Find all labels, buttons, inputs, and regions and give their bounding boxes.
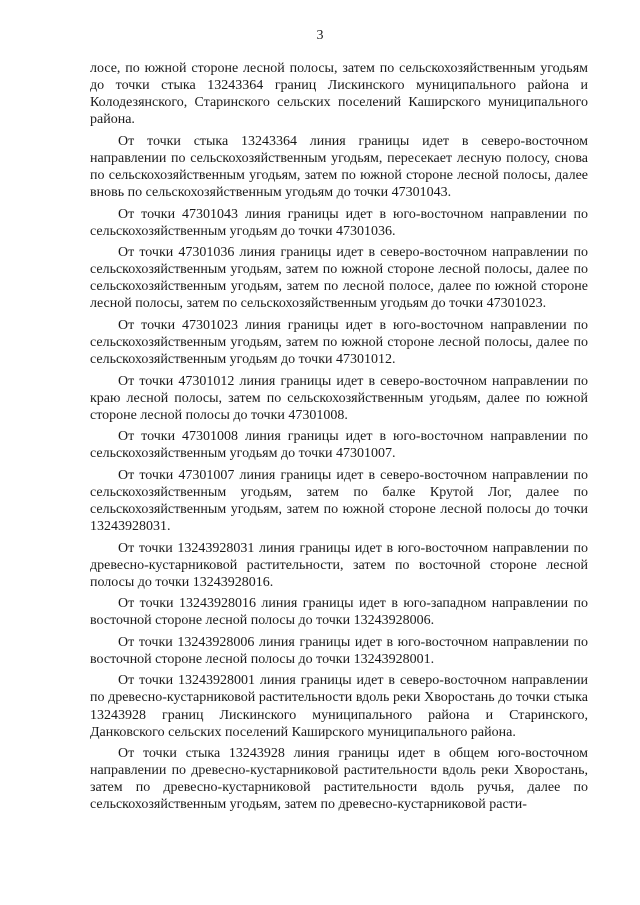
paragraph: От точки 47301043 линия границы идет в юго-восточном направлении по сельскохозяйственным угодьям до точки 47301036. bbox=[90, 206, 588, 239]
paragraph: От точки 47301012 линия границы идет в северо-восточном направлении по краю лесной полосы, затем по сельскохозяйственным угодьям, далее по южной стороне лесной полосы до точки 47301008. bbox=[90, 373, 588, 423]
paragraph: От точки 13243928031 линия границы идет в юго-восточном направлении по древесно-кустарниковой растительности, затем по восточной стороне лесной полосы до точки 13243928016. bbox=[90, 540, 588, 590]
paragraph: От точки 47301036 линия границы идет в северо-восточном направлении по сельскохозяйственным угодьям, затем по южной стороне лесной полосы, далее по сельскохозяйственным угодьям, затем по лесной полосе, далее по южной стороне лесной полосы, затем по сельскохозяйственным угодьям до точки 47301023. bbox=[90, 245, 588, 312]
paragraph: От точки 13243928016 линия границы идет в юго-западном направлении по восточной стороне лесной полосы до точки 13243928006. bbox=[90, 596, 588, 629]
document-body bbox=[90, 60, 588, 818]
paragraph: От точки 47301008 линия границы идет в юго-восточном направлении по сельскохозяйственным угодьям до точки 47301007. bbox=[90, 429, 588, 462]
paragraph: лосе, по южной стороне лесной полосы, затем по сельскохозяйственным угодьям до точки стыка 13243364 границ Лискинского муниципального района и Колодезянского, Старинского сельских поселений Каширского муниципального района. bbox=[90, 61, 588, 128]
paragraph: От точки 47301023 линия границы идет в юго-восточном направлении по сельскохозяйственным угодьям, затем по южной стороне лесной полосы, далее по сельскохозяйственным угодьям до точки 47301012. bbox=[90, 317, 588, 368]
paragraph: От точки 47301007 линия границы идет в северо-восточном направлении по сельскохозяйственным угодьям, затем по балке Крутой Лог, далее по сельскохозяйственным угодьям, затем по южной стороне лесной полосы до точки 13243928031. bbox=[90, 467, 588, 535]
paragraph: От точки стыка 13243364 линия границы идет в северо-восточном направлении по сельскохозяйственным угодьям, пересекает лесную полосу, снова по сельскохозяйственным угодьям, затем по южной стороне лесной полосы, далее вновь по сельскохозяйственным угодьям до точки 47301043. bbox=[90, 133, 588, 201]
paragraph: От точки стыка 13243928 линия границы идет в общем юго-восточном направлении по древесно-кустарниковой растительности вдоль реки Хворостань, затем по древесно-кустарниковой растительности вдоль ручья, далее по сельскохозяйственным угодьям, затем по древесно-кустарниковой расти- bbox=[90, 746, 588, 813]
paragraph: От точки 13243928001 линия границы идет в северо-восточном направлении по древесно-кустарниковой растительности вдоль реки Хворостань до точки стыка 13243928 границ Лискинского муниципального района и Старинского, Данковского сельских поселений Каширского муниципального района. bbox=[90, 673, 588, 740]
page-number: 3 bbox=[316, 28, 324, 43]
paragraph: От точки 13243928006 линия границы идет в юго-восточном направлении по восточной стороне лесной полосы до точки 13243928001. bbox=[90, 634, 588, 667]
